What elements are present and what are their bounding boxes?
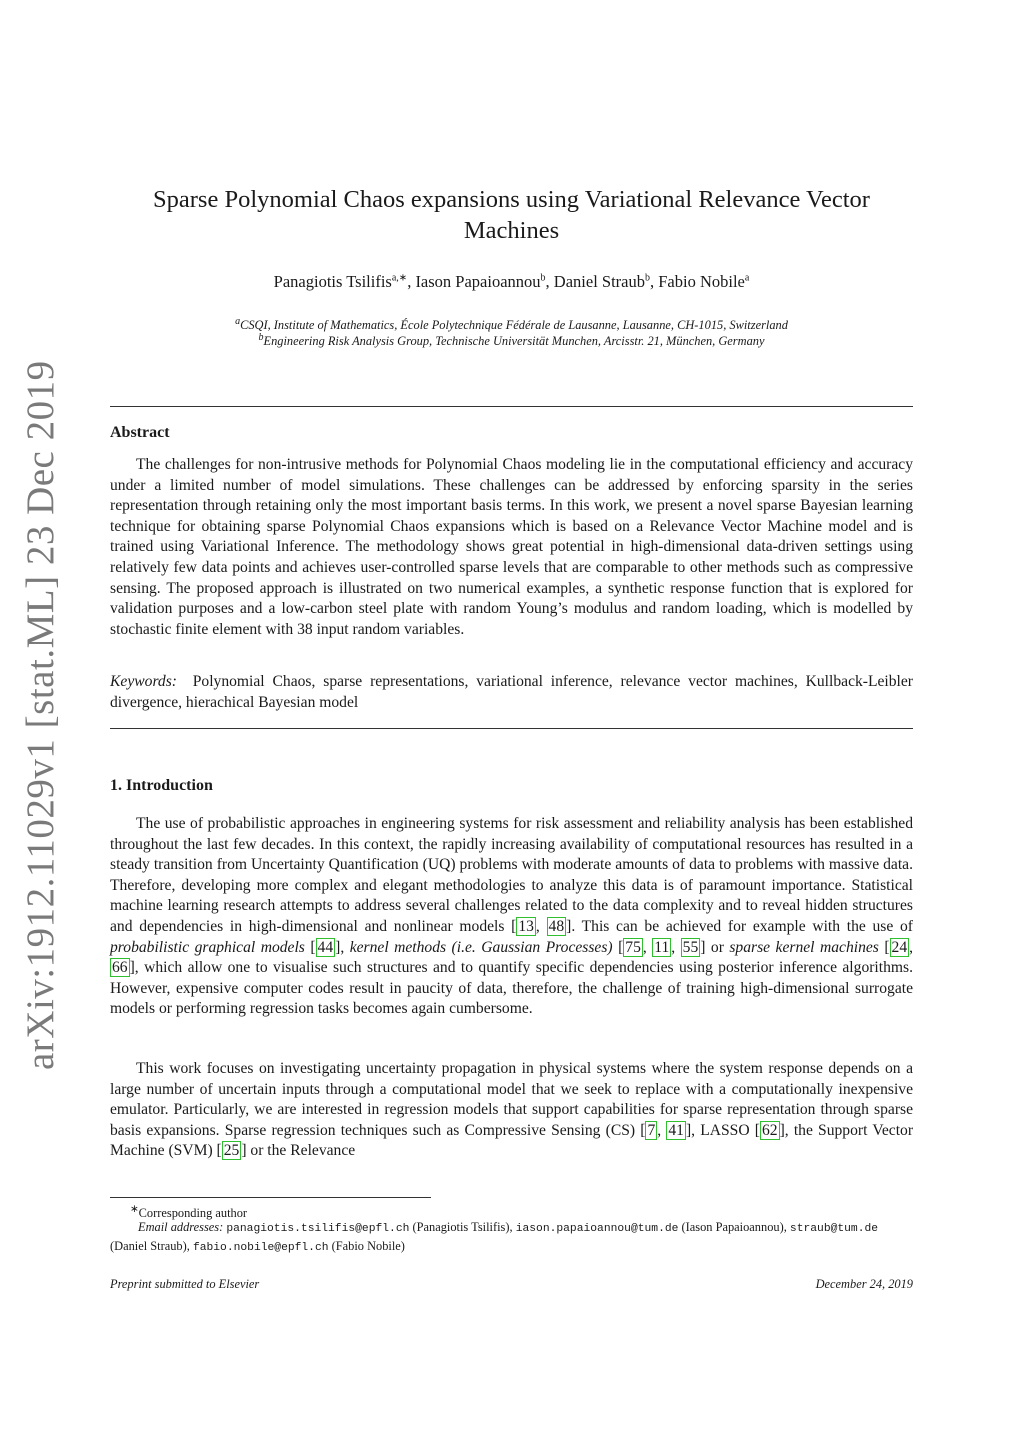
keywords [110, 672, 913, 713]
email-link[interactable]: iason.papaioannou@tum.de [515, 1223, 679, 1235]
footer-preprint: Preprint submitted to Elsevier [110, 1277, 260, 1291]
abstract-text: The challenges for non-intrusive methods for Polynomial Chaos modeling lie in the computational efficiency and accuracy under a limited number of model simulations. These challenges can be addressed by enforcing sparsity in the series representation through retaining only the most important basis terms. In this work, we present a novel sparse Bayesian learning technique for obtaining sparse Polynomial Chaos expansions which is based on a Relevance Vector Machine model and is trained using Variational Inference. The methodology shows great potential in high-dimensional data-driven settings using relatively few data points and achieves user-controlled sparse levels that are comparable to other methods such as compressive sensing. The proposed approach is illustrated on two numerical examples, a synthetic response function that is explored for validation purposes and a low-carbon steel plate with random Young’s modulus and random loading, which is modelled by stochastic finite element with 38 input random variables. [110, 456, 913, 638]
affiliation-text: CSQI, Institute of Mathematics, École Polytechnique Fédérale de Lausanne, Lausanne, CH-1015, Switzerland [240, 318, 788, 333]
footnote-mark: ∗ [130, 1204, 139, 1215]
author-name: Fabio Nobile [658, 272, 745, 291]
email-link[interactable]: panagiotis.tsilifis@epfl.ch [226, 1223, 410, 1235]
author-name: Iason Papaioannou [415, 272, 541, 291]
abstract-top-rule [110, 406, 913, 407]
citation-link[interactable]: 48 [548, 917, 565, 935]
author-name: Panagiotis Tsilifis [273, 272, 392, 291]
citation-link[interactable]: 7 [647, 1121, 656, 1139]
intro-paragraph-1: The use of probabilistic approaches in engineering systems for risk assessment and reliability analysis has been established throughout the last few decades. In this context, the rapidly increasing availability of computational resources has resulted in a steady transition from Uncertainty Quantification (UQ) problems with moderate amounts of data to problems with massive data. Therefore, developing more complex and elegant methodologies to analyze this data is of paramount importance. Statistical machine learning research attempts to address several challenges related to the data complexity and to reveal hidden structures and dependencies in high-dimensional and nonlinear models [ 13 , 48 ]. This can be achieved for example with the use of probabilistic graphical models [ 44 ], kernel methods (i.e. Gaussian Processes) [ 75 , 11 , 55 ] or sparse kernel machines [ 24 , 66 ], which allow one to visualise such structures and to quantify specific dependencies using posterior inference algorithms. However, expensive computer codes result in paucity of data, therefore, the challenge of training high-dimensional surrogate models or performing regression tasks becomes again cumbersome. [110, 815, 914, 1018]
section-heading-introduction: 1. Introduction [110, 777, 213, 794]
citation-link[interactable]: 25 [223, 1142, 240, 1160]
affiliation [110, 330, 913, 349]
paper-title: Sparse Polynomial Chaos expansions using Variational Relevance Vector Machines [153, 186, 870, 244]
affiliation-mark: b [258, 332, 264, 343]
citation-link[interactable]: 62 [761, 1121, 778, 1139]
citation-link[interactable]: 24 [891, 938, 908, 956]
affiliation-text: Engineering Risk Analysis Group, Technische Universität Munchen, Arcisstr. 21, München, Germany [263, 334, 765, 349]
email-label: Email addresses: [138, 1220, 224, 1234]
author-name: Daniel Straub [553, 272, 645, 291]
arxiv-identifier: arXiv:1912.11029v1 [stat.ML] 23 Dec 2019 [19, 360, 62, 1070]
author-affil-mark: a [744, 272, 750, 284]
footnote-emails: Email addresses: panagiotis.tsilifis@epfl.ch (Panagiotis Tsilifis), iason.papaioannou@tum.de (Iason Papaioannou), straub@tum.de (Daniel Straub), fabio.nobile@epfl.ch (Fabio Nobile) [110, 1220, 879, 1254]
citation-link[interactable]: 66 [112, 959, 128, 977]
author-affil-mark: a,∗ [391, 272, 408, 284]
intro-paragraph-2: This work focuses on investigating uncertainty propagation in physical systems where the system response depends on a large number of uncertain inputs through a computational model that we seek to replace with a computationally inexpensive emulator. Particularly, we are interested in regression models that support capabilities for sparse representation through sparse basis expansions. Sparse regression techniques such as Compressive Sensing (CS) [ 7 , 41 ], LASSO [ 62 ], the Support Vector Machine (SVM) [ 25 ] or the Relevance [110, 1060, 914, 1160]
keywords-text: Polynomial Chaos, sparse representations, variational inference, relevance vector machines, Kullback-Leibler divergence, hierachical Bayesian model [110, 673, 913, 711]
author-list: Panagiotis Tsilifis$^{a,∗}$, Iason Papaioannou$^b$, Daniel Straub$^b$, Fabio Nobile$^a$ [273, 272, 750, 291]
citation-link[interactable]: 75 [625, 938, 641, 956]
citation-link[interactable]: 55 [682, 938, 699, 956]
footer-date: December 24, 2019 [815, 1277, 913, 1291]
email-link[interactable]: fabio.nobile@epfl.ch [192, 1241, 329, 1254]
author-affil-mark: b [644, 272, 650, 284]
affiliation-mark: a [235, 316, 241, 327]
footnote-corresponding: ∗Corresponding author [130, 1204, 248, 1221]
citation-link[interactable]: 41 [668, 1121, 684, 1139]
keywords-label: Keywords: [110, 673, 177, 690]
email-link[interactable]: straub@tum.de [789, 1223, 879, 1235]
author-affil-mark: b [540, 272, 546, 284]
abstract-heading: Abstract [110, 424, 170, 441]
citation-link[interactable]: 44 [317, 938, 334, 956]
citation-link[interactable]: 11 [654, 938, 670, 956]
footnote-rule [110, 1197, 431, 1198]
abstract-bottom-rule [110, 728, 913, 729]
citation-link[interactable]: 13 [518, 917, 534, 935]
